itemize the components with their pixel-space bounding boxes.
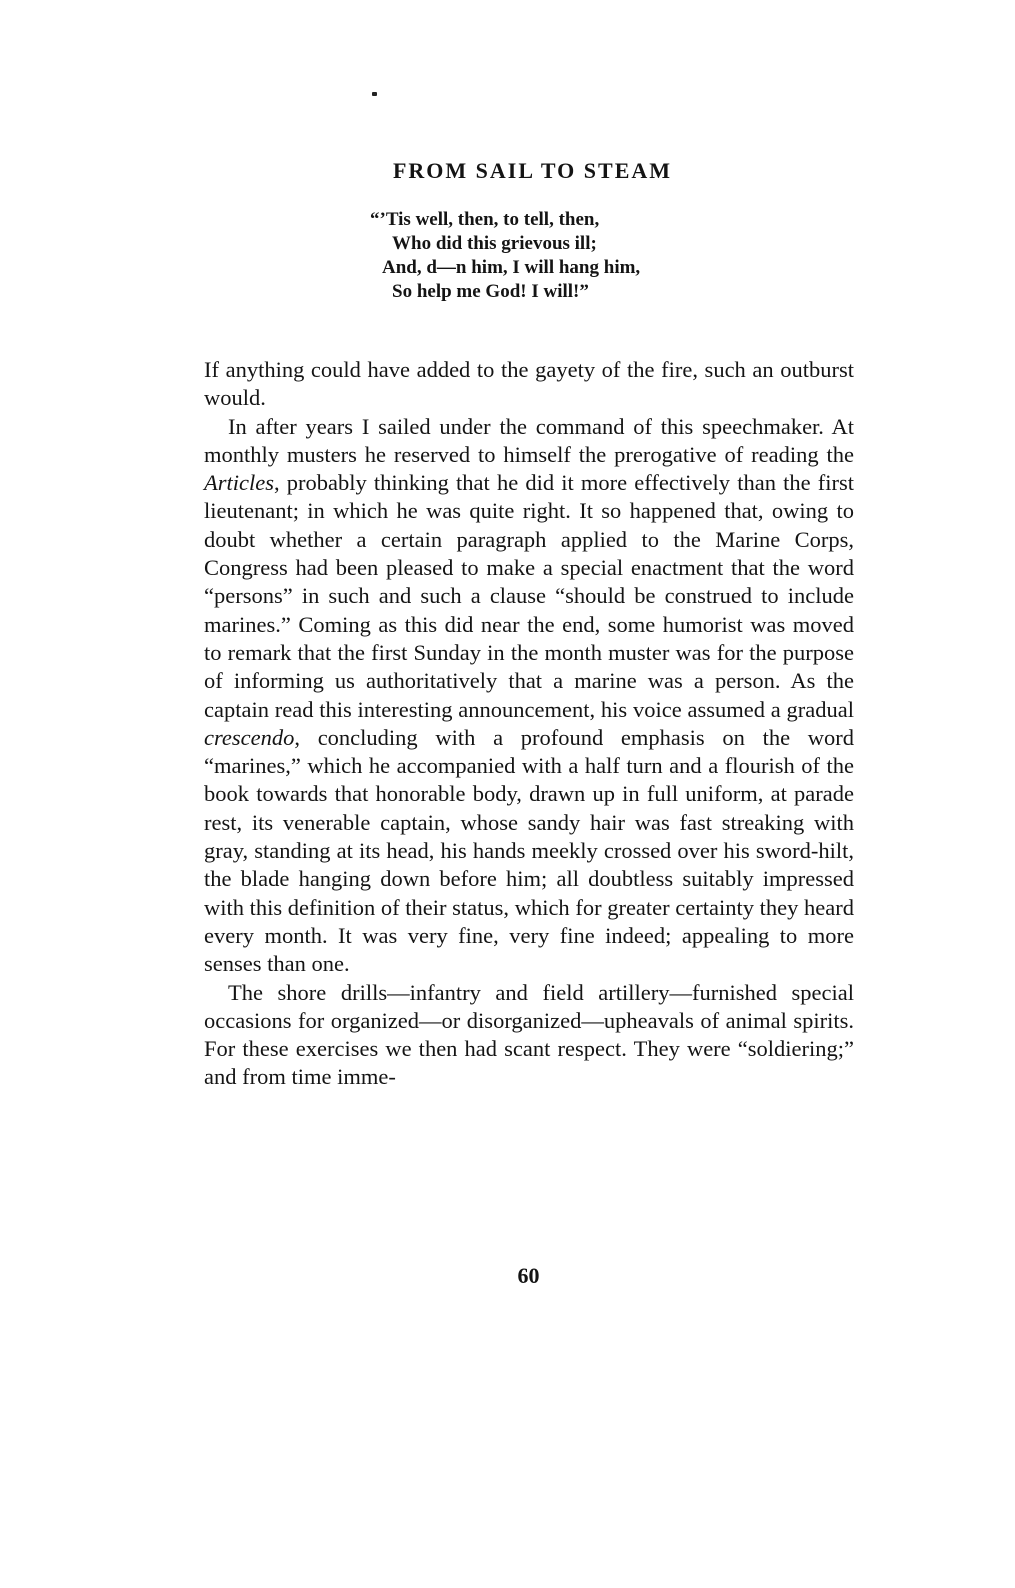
ink-speck [372, 92, 377, 96]
text-run: , concluding with a profound emphasis on the word “marines,” which he accompanied with a half turn and a flourish of the book towards that honorable body, drawn up in full uniform, at parade rest, its venerable captain, whose sandy hair was fast streaking with gray, standing at its head, his hands meekly crossed over his sword-hilt, the blade hanging down before him; all doubtless suitably impressed with this definition of their status, which for greater certainty they heard every month. It was very fine, very fine indeed; appealing to more senses than one. [204, 724, 854, 977]
verse-line: “’Tis well, then, to tell, then, [370, 209, 600, 230]
text-run: , probably thinking that he did it more effectively than the first lieutenant; in which he was quite right. It so happened that, owing to doubt whether a certain paragraph applied to the Marine Corps, Congress had been pleased to make a special enactment that the word “persons” in such and such a clause “should be construed to include marines.” Coming as this did near the end, some humorist was moved to remark that the first Sunday in the month muster was for the purpose of informing us authoritatively that a marine was a person. As the captain read this interesting announcement, his voice assumed a gradual [204, 470, 854, 722]
verse-line: Who did this grievous ill; [392, 233, 597, 254]
page-number: 60 [517, 1263, 540, 1288]
italic-term: crescendo [204, 724, 295, 750]
paragraph: If anything could have added to the gayety of the fire, such an outburst would. [204, 357, 854, 411]
verse-line: So help me God! I will!” [392, 281, 589, 302]
text-run: In after years I sailed under the command of this speechmaker. At monthly musters he reserved to himself the prerogative of reading the [204, 413, 854, 467]
body-text [204, 356, 854, 1092]
verse-quotation [370, 208, 640, 304]
verse-line: And, d—n him, I will hang him, [382, 257, 641, 278]
paragraph: The shore drills—infantry and field artillery—furnished special occasions for organized—or disorganized—upheavals of animal spirits. For these exercises we then had scant respect. They were “soldiering;” and from time imme- [204, 979, 854, 1090]
paragraph [204, 413, 854, 979]
italic-title: Articles [204, 470, 274, 496]
running-head: FROM SAIL TO STEAM [392, 158, 673, 183]
